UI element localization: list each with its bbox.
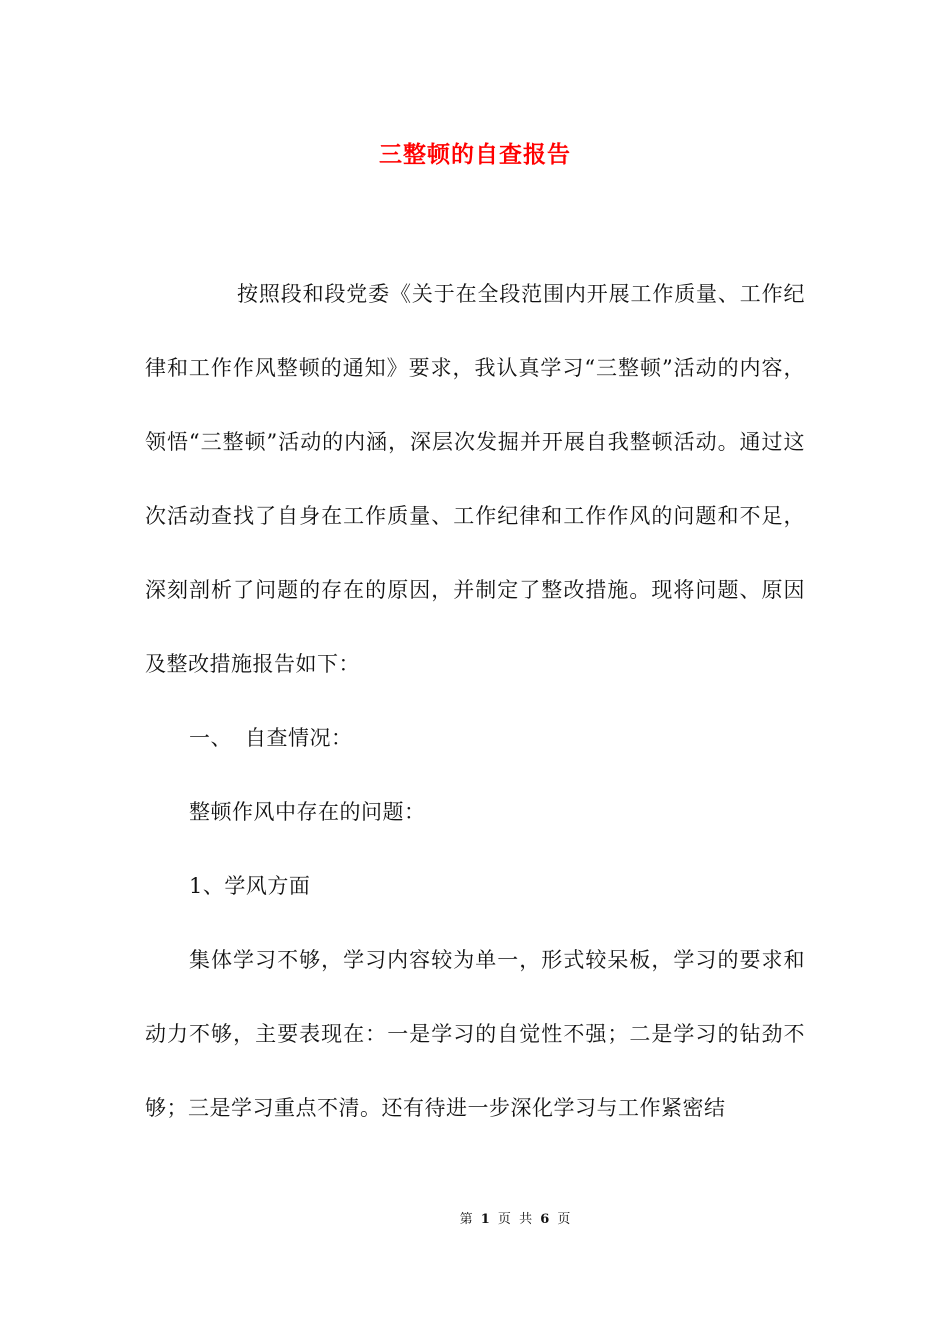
section-number: 一、 — [189, 726, 232, 750]
paragraph-study-detail: 集体学习不够，学习内容较为单一，形式较呆板，学习的要求和动力不够，主要表现在：一是学习的自觉性不强；二是学习的钻劲不够；三是学习重点不清。还有待进一步深化学习与工作紧密结 — [145, 948, 805, 1120]
paragraph-intro: 按照段和段党委《关于在全段范围内开展工作质量、工作纪律和工作作风整顿的通知》要求，我认真学习“三整顿”活动的内容，领悟“三整顿”活动的内涵，深层次发掘并开展自我整顿活动。通过这次活动查找了自身在工作质量、工作纪律和工作作风的问题和不足，深刻剖析了问题的存在的原因，并制定了整改措施。现将问题、原因及整改措施报告如下： — [145, 282, 805, 676]
section-heading-text: 自查情况： — [245, 726, 353, 750]
footer-prefix: 第 — [459, 1212, 473, 1227]
paragraph-subheading-study: 1、学风方面 — [189, 874, 311, 898]
document-title: 三整顿的自查报告 — [379, 141, 571, 168]
document-body — [145, 257, 805, 1145]
footer-total-label: 共 — [519, 1212, 533, 1227]
footer-page-number: 1 — [480, 1212, 490, 1227]
footer-page-label: 页 — [497, 1212, 511, 1227]
paragraph-problems-heading: 整顿作风中存在的问题： — [189, 800, 426, 824]
page-footer — [0, 1208, 950, 1227]
footer-total-pages: 6 — [540, 1212, 550, 1227]
footer-suffix: 页 — [557, 1212, 571, 1227]
section-heading-1 — [145, 701, 805, 775]
